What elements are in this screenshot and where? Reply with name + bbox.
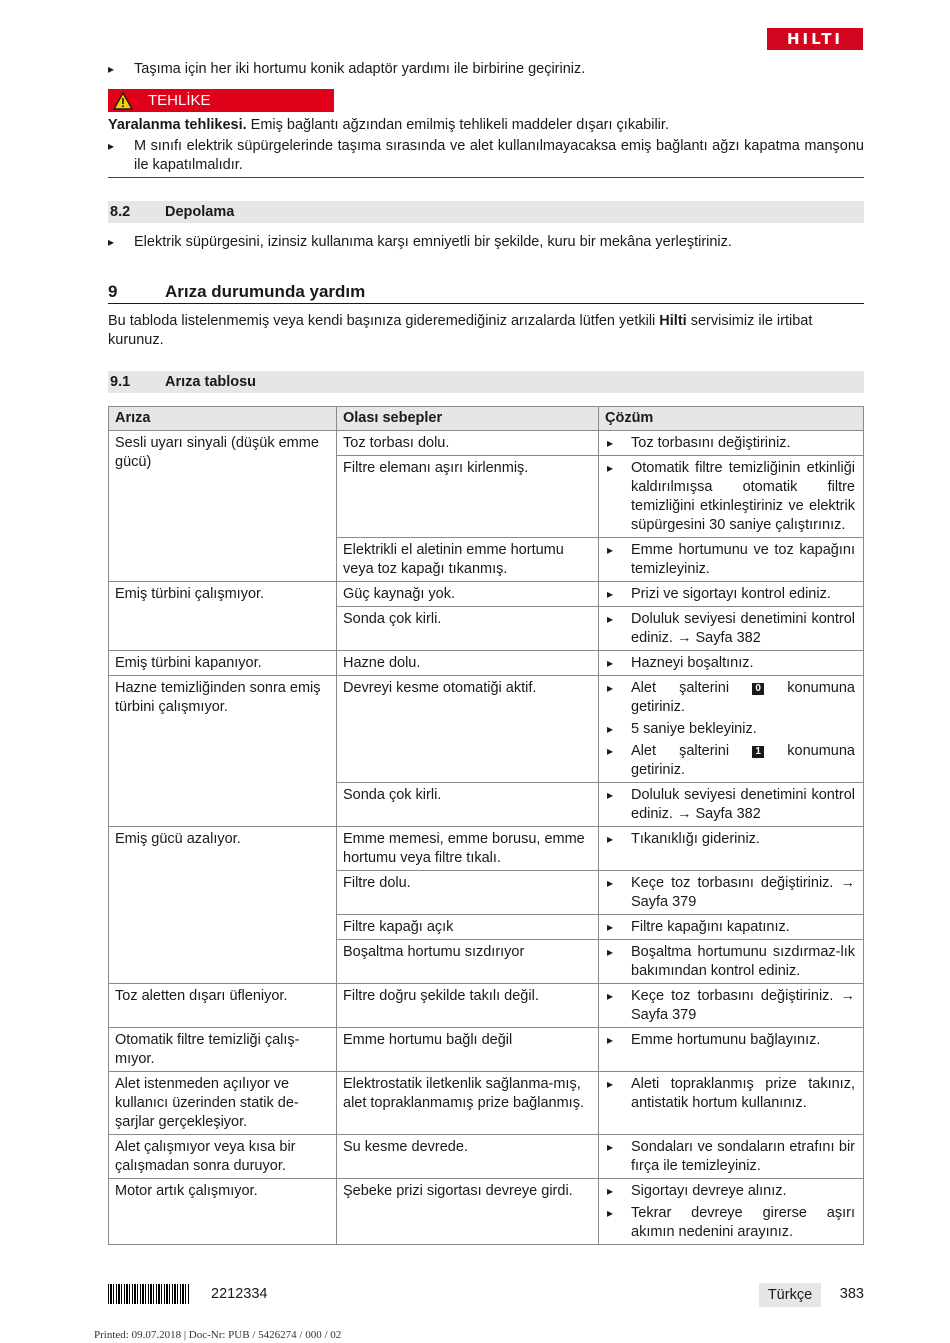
cause-cell: Toz torbası dolu. bbox=[337, 431, 599, 456]
solution-cell bbox=[599, 1072, 864, 1135]
solution-cell bbox=[599, 1028, 864, 1072]
logo-text: HILTI bbox=[786, 29, 844, 48]
solution-item: ▸ Aleti topraklanmış prize takınız, antistatik hortum kullanınız. bbox=[607, 1075, 855, 1113]
fault-cell: Alet çalışmıyor veya kısa bir çalışmadan sonra duruyor. bbox=[109, 1135, 337, 1179]
fault-cell: Otomatik filtre temizliği çalış-mıyor. bbox=[109, 1028, 337, 1072]
brand-name: Hilti bbox=[659, 313, 687, 329]
cause-cell: Sonda çok kirli. bbox=[337, 607, 599, 651]
fault-cell: Sesli uyarı sinyali (düşük emme gücü) bbox=[109, 431, 337, 582]
solution-item: ▸ Prizi ve sigortayı kontrol ediniz. bbox=[607, 585, 855, 604]
solution-text: Alet şalterini bbox=[631, 680, 753, 696]
barcode-icon bbox=[108, 1284, 190, 1304]
para-text: Bu tabloda listelenmemiş veya kendi başınıza gideremediğiniz arızalarda lütfen yetkili bbox=[108, 313, 660, 329]
solution-item: ▸ Tekrar devreye girerse aşırı akımın nedenini arayınız. bbox=[607, 1204, 855, 1242]
solution-text: konumuna getiriniz. bbox=[631, 743, 855, 778]
intro-bullet: ▸ Taşıma için her iki hortumu konik adaptör yardımı ile birbirine geçiriniz. bbox=[108, 60, 864, 79]
table-row bbox=[109, 1135, 864, 1179]
danger-label: TEHLİKE bbox=[148, 92, 211, 109]
fault-cell: Emiş gücü azalıyor. bbox=[109, 827, 337, 984]
solution-item: ▸ Boşaltma hortumunu sızdırmaz-lık bakımından kontrol ediniz. bbox=[607, 943, 855, 981]
fault-cell: Toz aletten dışarı üfleniyor. bbox=[109, 984, 337, 1028]
cause-cell: Filtre doğru şekilde takılı değil. bbox=[337, 984, 599, 1028]
switch-position-1-icon: 1 bbox=[752, 746, 764, 758]
solution-item: ▸ Tıkanıklığı gideriniz. bbox=[607, 830, 855, 849]
solution-item: ▸ Otomatik filtre temizliğinin etkinliği kaldırılmışsa otomatik filtre temizliğini etkinleştiriniz ve elektrik süpürgesini 30 saniye çalıştırınız. bbox=[607, 459, 855, 535]
solution-item: ▸ Sondaları ve sondaların etrafını bir fırça ile temizleyiniz. bbox=[607, 1138, 855, 1176]
solution-cell bbox=[599, 827, 864, 871]
cause-cell: Elektrostatik iletkenlik sağlanma-mış, alet topraklanmamış prize bağlanmış. bbox=[337, 1072, 599, 1135]
solution-cell bbox=[599, 871, 864, 915]
fault-cell: Emiş türbini kapanıyor. bbox=[109, 651, 337, 676]
solution-item: ▸ Doluluk seviyesi denetimini kontrol ediniz. → Sayfa 382 bbox=[607, 786, 855, 824]
danger-end-rule bbox=[108, 177, 864, 178]
cause-cell: Filtre elemanı aşırı kirlenmiş. bbox=[337, 456, 599, 538]
solution-item: ▸ Toz torbasını değiştiriniz. bbox=[607, 434, 855, 453]
cause-cell: Elektrikli el aletinin emme hortumu veya toz kapağı tıkanmış. bbox=[337, 538, 599, 582]
solution-cell bbox=[599, 456, 864, 538]
solution-text: Alet şalterini bbox=[631, 743, 753, 759]
solution-cell bbox=[599, 1135, 864, 1179]
solution-item: ▸ Keçe toz torbasını değiştiriniz. → Sayfa 379 bbox=[607, 987, 855, 1025]
danger-title: Yaralanma tehlikesi. bbox=[108, 117, 247, 133]
section-number: 8.2 bbox=[110, 203, 131, 220]
table-row bbox=[109, 1179, 864, 1245]
fault-cell: Emiş türbini çalışmıyor. bbox=[109, 582, 337, 651]
cause-cell: Devreyi kesme otomatiği aktif. bbox=[337, 676, 599, 783]
doc-number: 2212334 bbox=[211, 1286, 268, 1302]
solution-cell bbox=[599, 984, 864, 1028]
solution-cell bbox=[599, 676, 864, 783]
solution-item: ▸ Filtre kapağını kapatınız. bbox=[607, 918, 855, 937]
page-number: 383 bbox=[839, 1286, 864, 1302]
section-title: Arıza tablosu bbox=[165, 373, 257, 390]
solution-cell bbox=[599, 940, 864, 984]
table-row bbox=[109, 984, 864, 1028]
cause-cell: Emme memesi, emme borusu, emme hortumu veya filtre tıkalı. bbox=[337, 827, 599, 871]
table-header-row bbox=[109, 407, 864, 431]
cause-cell: Güç kaynağı yok. bbox=[337, 582, 599, 607]
table-row bbox=[109, 1028, 864, 1072]
para-text: servisimiz ile irtibat kurunuz. bbox=[108, 313, 813, 348]
fault-table bbox=[108, 406, 864, 1245]
chapter-number: 9 bbox=[108, 281, 118, 301]
fault-cell: Alet istenmeden açılıyor ve kullanıcı üzerinden statik de-şarjlar gerçekleşiyor. bbox=[109, 1072, 337, 1135]
solution-item: ▸ Hazneyi boşaltınız. bbox=[607, 654, 855, 673]
danger-description: Emiş bağlantı ağzından emilmiş tehlikeli maddeler dışarı çıkabilir. bbox=[246, 117, 669, 133]
table-row bbox=[109, 582, 864, 607]
cause-cell: Hazne dolu. bbox=[337, 651, 599, 676]
solution-cell bbox=[599, 431, 864, 456]
solution-item: ▸ 5 saniye bekleyiniz. bbox=[607, 720, 855, 739]
solution-cell bbox=[599, 538, 864, 582]
solution-text: konumuna getiriniz. bbox=[631, 680, 855, 715]
cause-cell: Filtre dolu. bbox=[337, 871, 599, 915]
page-footer bbox=[108, 1283, 864, 1307]
section-number: 9.1 bbox=[110, 373, 131, 390]
cause-cell: Şebeke prizi sigortası devreye girdi. bbox=[337, 1179, 599, 1245]
hilti-logo bbox=[767, 28, 863, 50]
cause-cell: Emme hortumu bağlı değil bbox=[337, 1028, 599, 1072]
solution-item: ▸ Emme hortumunu ve toz kapağını temizleyiniz. bbox=[607, 541, 855, 579]
solution-cell bbox=[599, 1179, 864, 1245]
table-row bbox=[109, 676, 864, 783]
warning-triangle-icon bbox=[108, 89, 138, 112]
solution-cell bbox=[599, 915, 864, 940]
solution-cell bbox=[599, 582, 864, 607]
danger-banner bbox=[108, 89, 334, 112]
table-row bbox=[109, 651, 864, 676]
table-row bbox=[109, 431, 864, 456]
solution-item bbox=[607, 742, 855, 780]
solution-cell bbox=[599, 651, 864, 676]
cause-cell: Boşaltma hortumu sızdırıyor bbox=[337, 940, 599, 984]
table-row bbox=[109, 1072, 864, 1135]
chapter-title: Arıza durumunda yardım bbox=[165, 281, 366, 301]
danger-text bbox=[108, 116, 864, 135]
storage-bullet: ▸ Elektrik süpürgesini, izinsiz kullanıma karşı emniyetli bir şekilde, kuru bir mekâna yerleştiriniz. bbox=[108, 233, 864, 252]
header-causes: Olası sebepler bbox=[337, 407, 599, 431]
cause-cell: Sonda çok kirli. bbox=[337, 783, 599, 827]
cause-cell: Filtre kapağı açık bbox=[337, 915, 599, 940]
section-heading-8-2 bbox=[108, 201, 864, 223]
cause-cell: Su kesme devrede. bbox=[337, 1135, 599, 1179]
solution-item: ▸ Doluluk seviyesi denetimini kontrol ediniz. → Sayfa 382 bbox=[607, 610, 855, 648]
chapter-intro-paragraph bbox=[108, 312, 864, 350]
fault-cell: Motor artık çalışmıyor. bbox=[109, 1179, 337, 1245]
solution-item: ▸ Emme hortumunu bağlayınız. bbox=[607, 1031, 855, 1050]
section-heading-9-1 bbox=[108, 371, 864, 393]
solution-item bbox=[607, 679, 855, 717]
solution-item: ▸ Sigortayı devreye alınız. bbox=[607, 1182, 855, 1201]
header-fault: Arıza bbox=[109, 407, 337, 431]
danger-bullet: ▸ M sınıfı elektrik süpürgelerinde taşıma sırasında ve alet kullanılmayacaksa emiş bağlantı ağzı kapatma manşonu ile kapatılmalıdır. bbox=[108, 137, 864, 175]
table-row bbox=[109, 827, 864, 871]
solution-cell bbox=[599, 607, 864, 651]
header-solution: Çözüm bbox=[599, 407, 864, 431]
chapter-heading-9 bbox=[108, 279, 864, 304]
print-info: Printed: 09.07.2018 | Doc-Nr: PUB / 5426274 / 000 / 02 bbox=[94, 1329, 342, 1341]
section-title: Depolama bbox=[165, 203, 235, 220]
solution-cell bbox=[599, 783, 864, 827]
switch-position-0-icon: 0 bbox=[752, 683, 764, 695]
language-badge: Türkçe bbox=[759, 1283, 821, 1307]
solution-item: ▸ Keçe toz torbasını değiştiriniz. → Sayfa 379 bbox=[607, 874, 855, 912]
fault-cell: Hazne temizliğinden sonra emiş türbini çalışmıyor. bbox=[109, 676, 337, 827]
